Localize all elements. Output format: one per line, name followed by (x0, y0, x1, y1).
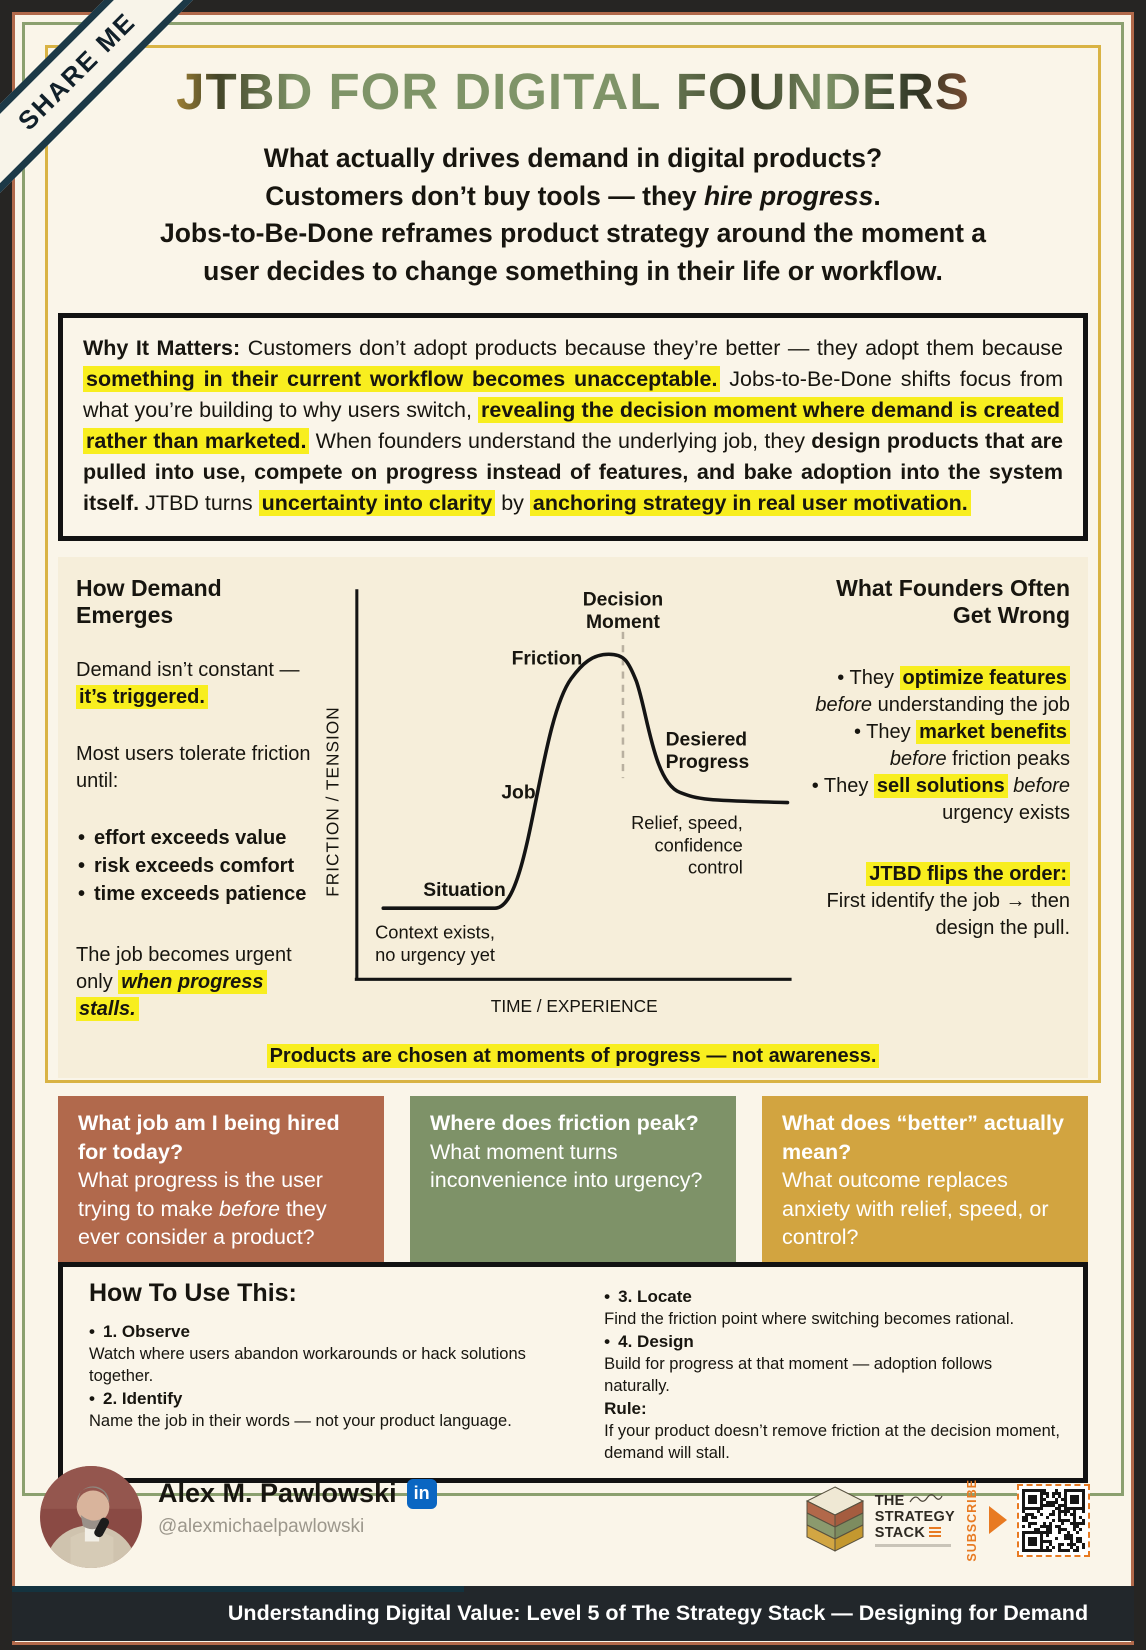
bottom-bar-text: Understanding Digital Value: Level 5 of The Strategy Stack — Designing for Demand (227, 1601, 1089, 1625)
stack-bars-icon (929, 1527, 941, 1537)
step-desc: Watch where users abandon workarounds or hack solutions together. (89, 1345, 526, 1385)
step-label: • 4. Design (604, 1330, 1061, 1353)
step-desc: Find the friction point where switching becomes rational. (604, 1310, 1015, 1328)
card-title: What job am I being hired for today? (78, 1111, 340, 1164)
heading-line: Get Wrong (952, 602, 1070, 628)
demand-paragraph: Demand isn’t constant — it’s triggered. (76, 659, 300, 708)
list-item: • time exceeds patience (76, 881, 316, 908)
author-block (158, 1478, 437, 1538)
intro-line: user decides to change something in their life or workflow. (203, 255, 943, 286)
rule-label: Rule: (604, 1399, 647, 1418)
qr-pattern (1022, 1489, 1085, 1552)
situation-label: Situation (423, 880, 506, 902)
wrong-bullet: • They optimize features before understanding the job (815, 667, 1070, 716)
intro-line: What actually drives demand in digital products? (263, 143, 883, 173)
decision-moment-label: Moment (586, 611, 660, 633)
card-body: What progress is the user trying to make before they ever consider a product? (78, 1168, 327, 1249)
logo-line: STACK (874, 1525, 926, 1541)
qr-code (1017, 1484, 1090, 1557)
how-to-title: How To Use This: (89, 1279, 297, 1307)
relief-label: control (687, 856, 743, 878)
question-card-friction (410, 1096, 736, 1267)
step-desc: Build for progress at that moment — adoption follows naturally. (604, 1355, 993, 1395)
intro-line: Customers don’t buy tools — they hire progress. (265, 180, 881, 211)
intro-line: Jobs-to-Be-Done reframes product strategy around the moment a (159, 218, 987, 248)
jtbd-flips-label: JTBD flips the order: (866, 861, 1070, 888)
why-it-matters-box: Why It Matters: Customers don’t adopt products because they’re better — they adopt them because something in their current workflow becomes unacceptable. Jobs-to-Be-Done shifts focus from what you’re building to why users switch, revealing the decision moment where demand is created rather than marketed. When founders understand the underlying job, they design products that are pulled into use, compete on progress instead of features, and bake adoption into the system itself. JTBD turns uncertainty into clarity by anchoring strategy in real user motivation. (58, 313, 1088, 541)
logo-line: THE (874, 1493, 905, 1509)
how-demand-emerges-heading: How Demand Emerges (76, 575, 222, 628)
author-handle: @alexmichaelpawlowski (158, 1516, 365, 1537)
logo-line: STRATEGY (874, 1509, 955, 1525)
strategy-stack-logo-text (875, 1493, 955, 1547)
relief-label: Relief, speed, (631, 811, 743, 833)
card-body: What outcome replaces anxiety with relief, speed, or control? (782, 1168, 1049, 1249)
linkedin-icon: in (407, 1479, 437, 1509)
context-label: Context exists, (375, 921, 495, 943)
strategy-stack-logo-icon (805, 1485, 865, 1555)
intro-text (88, 140, 1058, 290)
subscribe-label: SUBSCRIBE (965, 1478, 979, 1562)
step-label: • 1. Observe (89, 1320, 580, 1343)
footer-brand-cluster (805, 1460, 1090, 1580)
friction-curve-svg (322, 573, 800, 1025)
card-body: What moment turns inconvenience into urgency? (430, 1139, 703, 1192)
demand-paragraph: Most users tolerate friction until: (76, 743, 311, 792)
founders-wrong-column (806, 573, 1070, 1032)
wrong-bullet: • They sell solutions before urgency exists (811, 775, 1070, 824)
page-title: JTBD FOR DIGITAL FOUNDERS (0, 62, 1146, 121)
wrong-bullet: • They market benefits before friction peaks (853, 721, 1070, 770)
how-to-use-box (58, 1262, 1088, 1483)
y-axis-label: FRICTION / TENSION (322, 706, 343, 897)
how-to-right-column (604, 1277, 1061, 1464)
step-desc: Name the job in their words — not your product language. (89, 1412, 512, 1430)
bottom-bar-accent (12, 1586, 464, 1592)
desired-progress-label: Progress (665, 752, 750, 774)
how-to-left-column (89, 1277, 604, 1464)
context-label: no urgency yet (375, 944, 495, 966)
avatar (40, 1466, 142, 1568)
question-card-better (762, 1096, 1088, 1267)
heading-line: What Founders Often (836, 575, 1070, 601)
job-label: Job (501, 782, 536, 804)
question-card-job (58, 1096, 384, 1267)
friction-curve-chart (322, 573, 800, 1032)
demand-panel (58, 557, 1088, 1078)
bottom-bar (12, 1586, 1134, 1641)
logo-tagline-bar (875, 1544, 951, 1547)
rule-text: If your product doesn’t remove friction at the decision moment, demand will stall. (604, 1422, 1060, 1462)
card-title: What does “better” actually mean? (782, 1111, 1064, 1164)
step-label: • 3. Locate (604, 1285, 1061, 1308)
friction-label: Friction (511, 648, 583, 670)
how-demand-emerges-column (76, 573, 316, 1032)
share-me-ribbon: SHARE ME (0, 0, 209, 203)
list-item: • risk exceeds comfort (76, 853, 316, 880)
friction-bullet-list (76, 825, 316, 908)
list-item: • effort exceeds value (76, 825, 316, 852)
desired-progress-label: Desiered (665, 729, 748, 751)
signature-scribble-icon (909, 1493, 943, 1505)
progress-strip-text: Products are chosen at moments of progress — not awareness. (267, 1044, 880, 1068)
author-name: Alex M. Pawlowski (158, 1478, 397, 1508)
card-title: Where does friction peak? (430, 1111, 699, 1135)
x-axis-label: TIME / EXPERIENCE (490, 995, 658, 1016)
founders-wrong-heading (806, 575, 1070, 629)
subscribe-arrow-icon (989, 1506, 1007, 1534)
decision-moment-label: Decision (582, 589, 664, 611)
demand-paragraph: The job becomes urgent only when progress stalls. (76, 944, 292, 1020)
step-label: • 2. Identify (89, 1387, 580, 1410)
question-cards (58, 1096, 1088, 1267)
relief-label: confidence (654, 834, 743, 856)
progress-strip (58, 1045, 1088, 1068)
jtbd-flips-body: First identify the job → then design the pull. (826, 890, 1070, 939)
